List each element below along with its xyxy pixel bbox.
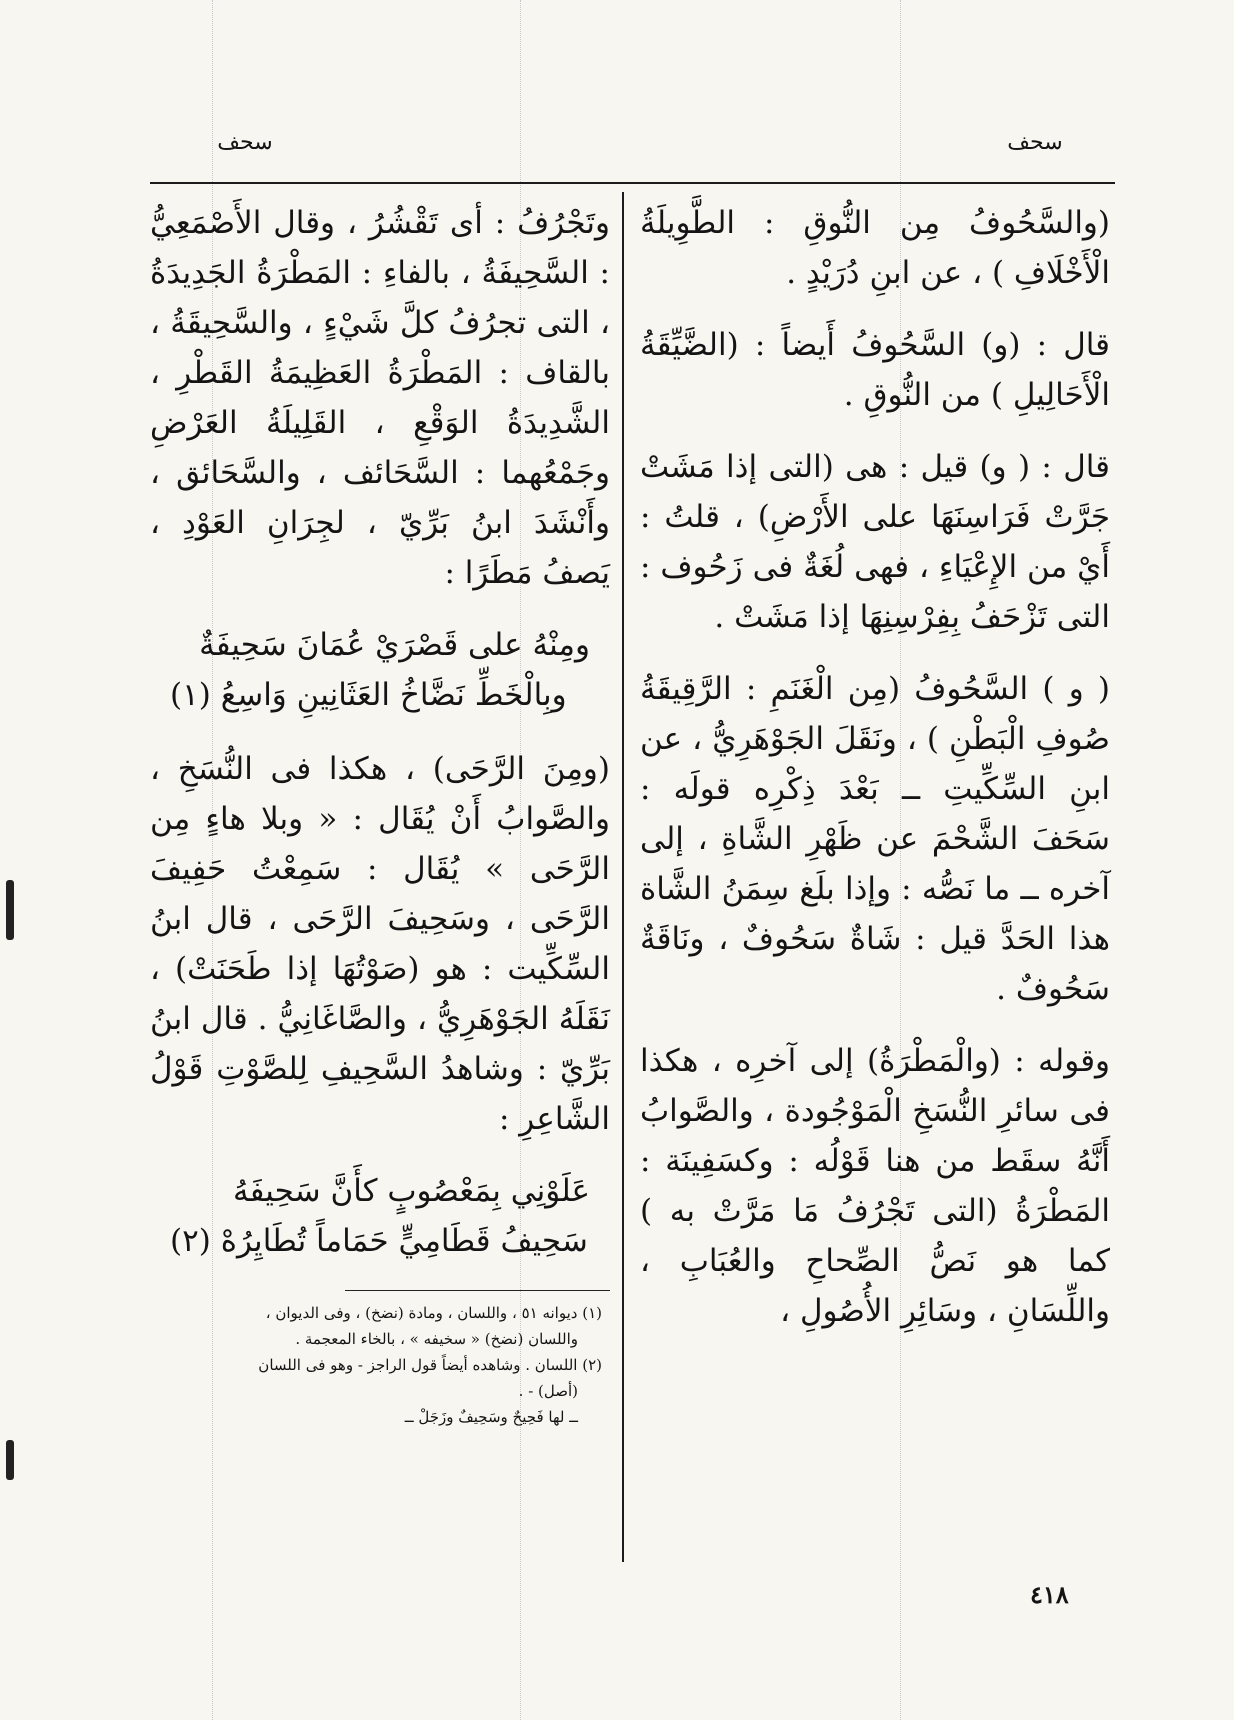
- footnote: (أصل) - .: [518, 1382, 578, 1400]
- paragraph: ( و ) السَّحُوفُ (مِن الْغَنَمِ : الرَّقِيقَةُ صُوفِ الْبَطْنِ ) ، ونَقَلَ الجَوْهَرِيُّ ، عن ابنِ السِّكِّيتِ ــ بَعْدَ ذِكْرِه قولَه : سَحَفَ الشَّحْمَ عن ظَهْرِ الشَّاةِ ، إلى آخره ــ ما نَصُّه : وإذا بلَغ سِمَنُ الشَّاة هذا الحَدَّ قيل : شَاةٌ سَحُوفٌ ، ونَاقَةٌ سَحُوفٌ .: [640, 671, 1110, 1007]
- right-column: [640, 198, 1110, 1358]
- verse-line: عَلَوْنِي بِمَعْصُوبٍ كأَنَّ سَحِيفَهُ: [233, 1173, 590, 1209]
- running-header-right: سحف: [1007, 130, 1063, 155]
- column-divider: [622, 192, 624, 1562]
- paragraph: (ومِنَ الرَّحَى) ، هكذا فى النُّسَخِ ، والصَّوابُ أَنْ يُقَال : « وبلا هاءٍ مِن الرَّحَى » يُقَال : سَمِعْتُ حَفِيفَ الرَّحَى ، وسَحِيفَ الرَّحَى ، قال ابنُ السِّكِّيت : هو (صَوْتُهَا إذا طَحَنَتْ) ، نَقَلَهُ الجَوْهَرِيُّ ، والصَّاغَانِيُّ . قال ابنُ بَرِّيّ : وشاهدُ السَّحِيفِ لِلصَّوْتِ قَوْلُ الشَّاعِرِ :: [150, 751, 610, 1137]
- footnote-rule: [345, 1290, 610, 1291]
- footnote: ــ لها فَحِيحٌ وسَحِيفٌ وزَجَلْ ــ: [404, 1408, 578, 1426]
- footnote: (١) ديوانه ٥١ ، واللسان ، ومادة (نضخ) ، وفى الديوان ،: [265, 1304, 602, 1322]
- footnote: (٢) اللسان . وشاهده أيضاً قول الراجز - وهو فى اللسان: [258, 1356, 602, 1374]
- verse-line: ومِنْهُ على قَصْرَيْ عُمَانَ سَحِيفَةٌ: [199, 627, 590, 663]
- scan-edge-mark: [6, 1440, 14, 1480]
- verse-couplet: [150, 1166, 610, 1266]
- paragraph: وقوله : (والْمَطْرَةُ) إلى آخرِه ، هكذا فى سائرِ النُّسَخِ الْمَوْجُودة ، والصَّوابُ أَنَّهُ سقَط من هنا قَوْلُه : وكسَفِينَة : المَطْرَةُ (التى تَجْرُفُ مَا مَرَّتْ به ) كما هو نَصُّ الصِّحاحِ والعُبَابِ ، واللِّسَانِ ، وسَائِرِ الأُصُولِ ،: [640, 1043, 1110, 1329]
- paragraph: قال : (و) السَّحُوفُ أَيضاً : (الضَّيِّقَةُ الْأَحَالِيلِ ) من النُّوقِ .: [640, 327, 1110, 413]
- page-number: ٤١٨: [1030, 1580, 1069, 1609]
- verse-line: وبِالْخَطِّ نَضَّاخُ العَثَانِينِ وَاسِعُ (١): [170, 677, 567, 713]
- scan-edge-mark: [6, 880, 14, 940]
- footnote: واللسان (نضخ) « سخيفه » ، بالخاء المعجمة .: [295, 1330, 578, 1348]
- paragraph: وتَجْرُفُ : أى تَقْشُرُ ، وقال الأَصْمَعِيُّ : السَّحِيفَةُ ، بالفاءِ : المَطْرَةُ الجَدِيدَةُ ، التى تجرُفُ كلَّ شَيْءٍ ، والسَّحِيقَةُ ، بالقاف : المَطْرَةُ العَظِيمَةُ القَطْرِ ، الشَّدِيدَةُ الوَقْعِ ، القَلِيلَةُ العَرْضِ وجَمْعُهما : السَّحَائف ، والسَّحَائق ، وأَنْشَدَ ابنُ بَرِّيّ ، لجِرَانِ العَوْدِ ، يَصفُ مَطَرًا :: [150, 205, 610, 591]
- paragraph: قال : ( و) قيل : هى (التى إذا مَشَتْ جَرَّتْ فَرَاسِنَهَا على الأَرْضِ) ، قلتُ : أَيْ من الإِعْيَاءِ ، فهى لُغَةٌ فى زَحُوف : التى تَزْحَفُ بِفِرْسِنِهَا إذا مَشَتْ .: [640, 449, 1110, 635]
- left-column: [150, 198, 610, 1431]
- running-header-left: سحف: [217, 130, 273, 155]
- verse-couplet: [150, 620, 610, 720]
- paragraph: (والسَّحُوفُ مِن النُّوقِ : الطَّوِيلَةُ الْأَخْلَافِ ) ، عن ابنِ دُرَيْدٍ .: [640, 205, 1110, 291]
- verse-line: سَحِيفُ قَطَامِيٍّ حَمَاماً تُطَايِرُهْ (٢): [170, 1223, 588, 1259]
- header-rule: [150, 182, 1115, 184]
